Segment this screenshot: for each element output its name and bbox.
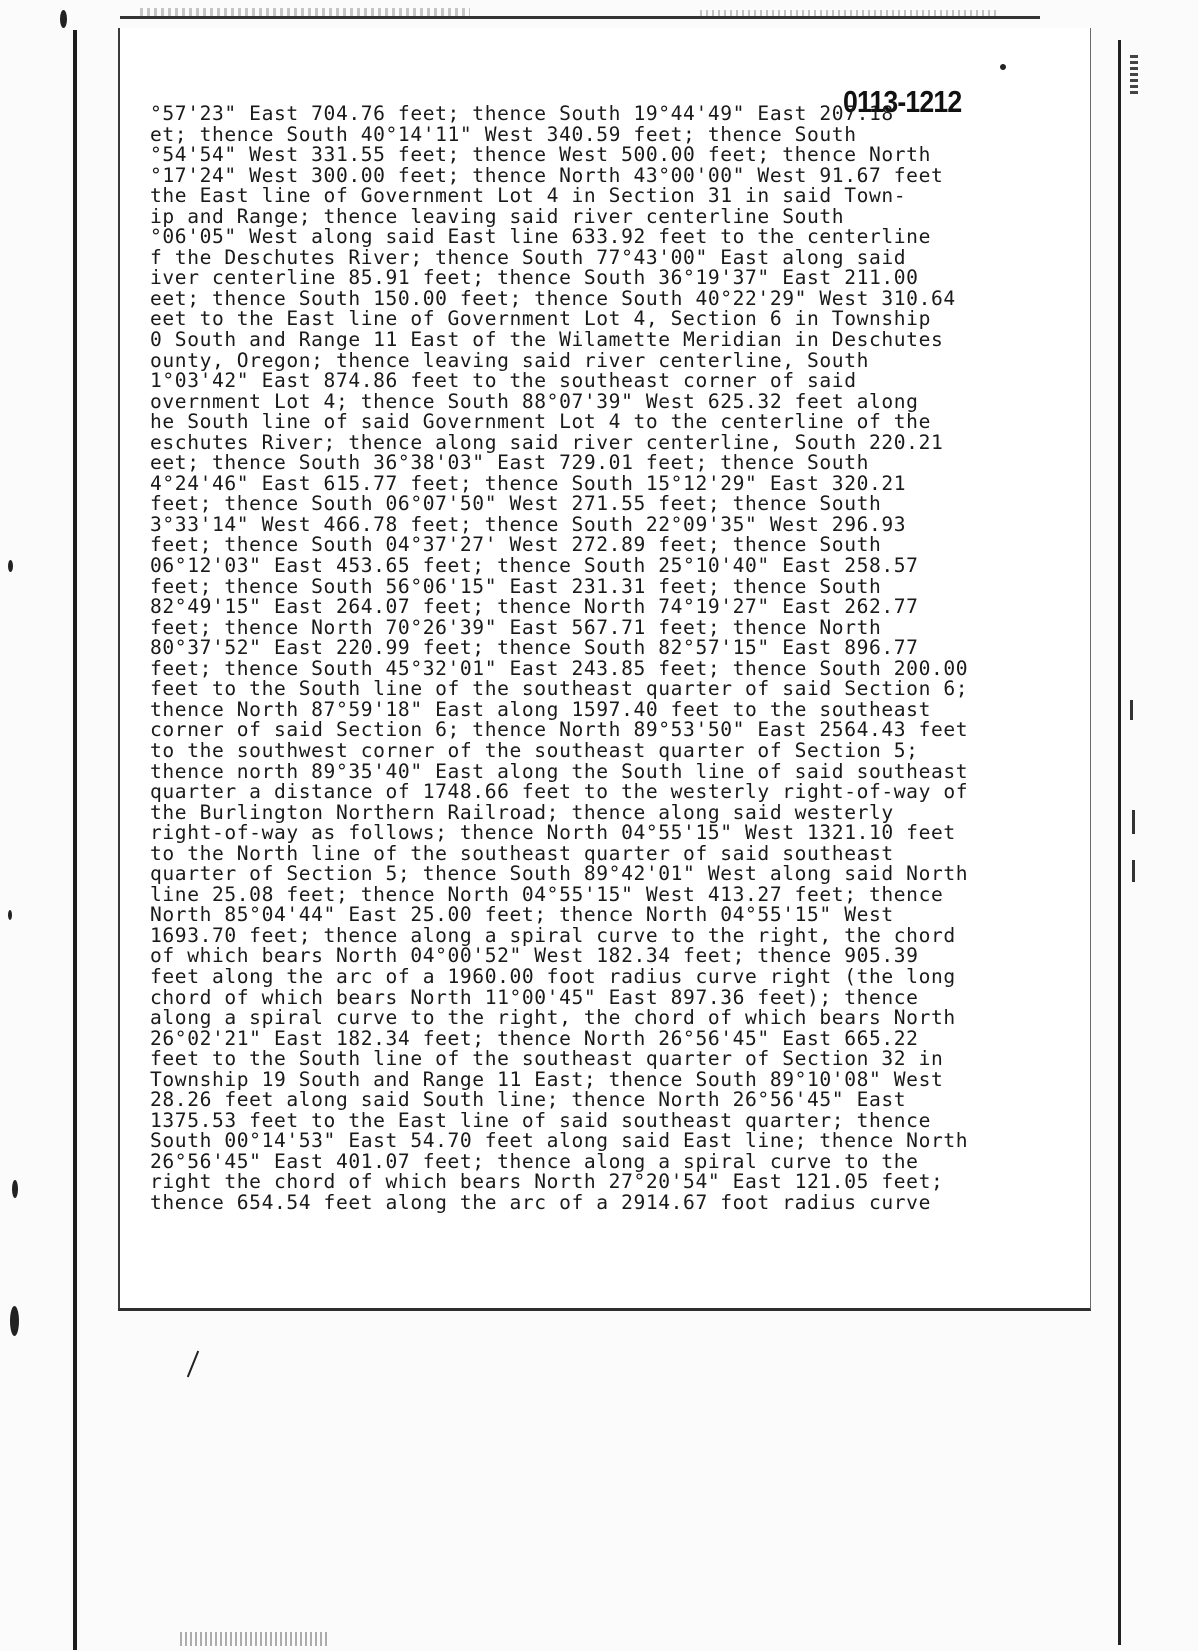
page-top-edge bbox=[120, 16, 1040, 19]
text-line: f the Deschutes River; thence South 77°43'00" East along said bbox=[150, 245, 907, 269]
text-line: ounty, Oregon; thence leaving said river centerline, South bbox=[150, 348, 869, 372]
scan-speck bbox=[8, 560, 13, 572]
text-line: South 00°14'53" East 54.70 feet along said East line; thence North bbox=[150, 1129, 969, 1153]
scan-speck bbox=[1000, 64, 1006, 70]
text-line: ip and Range; thence leaving said river centerline South bbox=[150, 204, 845, 228]
scan-speck bbox=[8, 910, 12, 920]
text-line: line 25.08 feet; thence North 04°55'15" West 413.27 feet; thence bbox=[150, 882, 944, 906]
text-line: thence 654.54 feet along the arc of a 2914.67 foot radius curve bbox=[150, 1190, 931, 1214]
page-right-edge bbox=[1118, 40, 1121, 1645]
text-line: iver centerline 85.91 feet; thence South 36°19'37" East 211.00 bbox=[150, 266, 919, 290]
text-line: eet to the East line of Government Lot 4, Section 6 in Township bbox=[150, 307, 931, 331]
text-line: feet; thence South 56°06'15" East 231.31 feet; thence South bbox=[150, 574, 882, 598]
text-line: feet; thence North 70°26'39" East 567.71 feet; thence North bbox=[150, 615, 882, 639]
text-line: 1375.53 feet to the East line of said southeast quarter; thence bbox=[150, 1108, 931, 1132]
scan-mark bbox=[1130, 700, 1133, 720]
pen-mark bbox=[187, 1351, 199, 1378]
text-line: the Burlington Northern Railroad; thence along said westerly bbox=[150, 800, 894, 824]
text-line: he South line of said Government Lot 4 to the centerline of the bbox=[150, 410, 931, 434]
text-line: 28.26 feet along said South line; thence North 26°56'45" East bbox=[150, 1088, 907, 1112]
text-line: °06'05" West along said East line 633.92 feet to the centerline bbox=[150, 225, 931, 249]
text-line: 26°02'21" East 182.34 feet; thence North 26°56'45" East 665.22 bbox=[150, 1026, 919, 1050]
text-line: feet; thence South 06°07'50" West 271.55 feet; thence South bbox=[150, 492, 882, 516]
text-line: feet to the South line of the southeast quarter of Section 32 in bbox=[150, 1047, 944, 1071]
text-line: Township 19 South and Range 11 East; thence South 89°10'08" West bbox=[150, 1067, 944, 1091]
legal-description-text bbox=[150, 104, 1030, 1214]
text-line: feet; thence South 45°32'01" East 243.85 feet; thence South 200.00 bbox=[150, 656, 969, 680]
text-line: thence north 89°35'40" East along the South line of said southeast bbox=[150, 759, 969, 783]
document-number: 0113-1212 bbox=[843, 84, 962, 119]
text-line: et; thence South 40°14'11" West 340.59 feet; thence South bbox=[150, 122, 857, 146]
text-line: chord of which bears North 11°00'45" East 897.36 feet); thence bbox=[150, 985, 919, 1009]
text-line: feet to the South line of the southeast quarter of said Section 6; bbox=[150, 677, 969, 701]
text-line: °54'54" West 331.55 feet; thence West 500.00 feet; thence North bbox=[150, 143, 931, 167]
text-line: eet; thence South 150.00 feet; thence South 40°22'29" West 310.64 bbox=[150, 286, 956, 310]
scan-mark bbox=[1130, 55, 1138, 95]
text-line: the East line of Government Lot 4 in Section 31 in said Town- bbox=[150, 184, 907, 208]
text-line: 0 South and Range 11 East of the Wilamette Meridian in Deschutes bbox=[150, 328, 944, 352]
scan-smudge bbox=[180, 1632, 330, 1646]
text-line: North 85°04'44" East 25.00 feet; thence North 04°55'15" West bbox=[150, 903, 894, 927]
scan-mark bbox=[1132, 810, 1135, 834]
text-line: right-of-way as follows; thence North 04°55'15" West 1321.10 feet bbox=[150, 821, 956, 845]
text-line: 1°03'42" East 874.86 feet to the southeast corner of said bbox=[150, 369, 857, 393]
text-line: feet along the arc of a 1960.00 foot radius curve right (the long bbox=[150, 964, 956, 988]
page-left-edge bbox=[73, 30, 77, 1650]
text-line: eschutes River; thence along said river centerline, South 220.21 bbox=[150, 430, 944, 454]
text-line: overnment Lot 4; thence South 88°07'39" West 625.32 feet along bbox=[150, 389, 919, 413]
text-line: quarter a distance of 1748.66 feet to the westerly right-of-way of bbox=[150, 780, 969, 804]
text-line: 80°37'52" East 220.99 feet; thence South 82°57'15" East 896.77 bbox=[150, 636, 919, 660]
text-line: 82°49'15" East 264.07 feet; thence North 74°19'27" East 262.77 bbox=[150, 595, 919, 619]
text-line: 3°33'14" West 466.78 feet; thence South 22°09'35" West 296.93 bbox=[150, 512, 907, 536]
text-line: right the chord of which bears North 27°20'54" East 121.05 feet; bbox=[150, 1170, 944, 1194]
text-line: to the southwest corner of the southeast quarter of Section 5; bbox=[150, 738, 919, 762]
text-line: feet; thence South 04°37'27' West 272.89 feet; thence South bbox=[150, 533, 882, 557]
text-line: eet; thence South 36°38'03" East 729.01 feet; thence South bbox=[150, 451, 869, 475]
text-line: 06°12'03" East 453.65 feet; thence South 25°10'40" East 258.57 bbox=[150, 554, 919, 578]
text-line: 4°24'46" East 615.77 feet; thence South 15°12'29" East 320.21 bbox=[150, 471, 907, 495]
text-line: quarter of Section 5; thence South 89°42'01" West along said North bbox=[150, 862, 969, 886]
text-line: °57'23" East 704.76 feet; thence South 19°44'49" East 207.18 bbox=[150, 102, 894, 125]
scan-speck bbox=[60, 10, 67, 28]
text-line: to the North line of the southeast quarter of said southeast bbox=[150, 841, 894, 865]
text-line: of which bears North 04°00'52" West 182.34 feet; thence 905.39 bbox=[150, 944, 919, 968]
text-line: along a spiral curve to the right, the chord of which bears North bbox=[150, 1006, 956, 1030]
text-line: corner of said Section 6; thence North 89°53'50" East 2564.43 feet bbox=[150, 718, 969, 742]
scan-speck bbox=[10, 1306, 19, 1336]
scan-mark bbox=[1132, 860, 1135, 882]
text-line: thence North 87°59'18" East along 1597.40 feet to the southeast bbox=[150, 697, 931, 721]
text-line: 26°56'45" East 401.07 feet; thence along a spiral curve to the bbox=[150, 1149, 919, 1173]
text-line: 1693.70 feet; thence along a spiral curve to the right, the chord bbox=[150, 923, 956, 947]
scan-speck bbox=[12, 1180, 18, 1198]
text-line: °17'24" West 300.00 feet; thence North 43°00'00" West 91.67 feet bbox=[150, 163, 944, 187]
